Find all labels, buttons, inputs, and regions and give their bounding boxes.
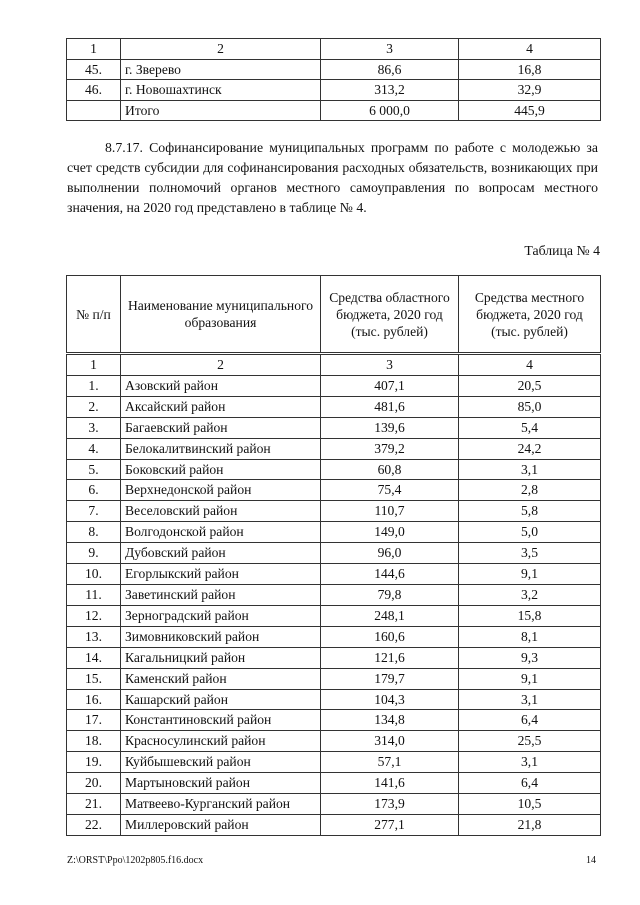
table-cell: 9,3: [459, 647, 601, 668]
table-cell: 6,4: [459, 710, 601, 731]
table-cell: 139,6: [321, 417, 459, 438]
table-cell: 17.: [67, 710, 121, 731]
table-cell: 277,1: [321, 814, 459, 835]
table-row: [67, 689, 601, 710]
table-cell: Миллеровский район: [121, 814, 321, 835]
table-cell: 379,2: [321, 438, 459, 459]
table-cell: 481,6: [321, 396, 459, 417]
table-4: [66, 275, 601, 836]
table-cell: Итого: [121, 100, 321, 121]
table-cell: 10.: [67, 564, 121, 585]
table-cell: 407,1: [321, 375, 459, 396]
table-cell: Заветинский район: [121, 584, 321, 605]
table-cell: Аксайский район: [121, 396, 321, 417]
table-cell: 9,1: [459, 668, 601, 689]
table-cell: 3,1: [459, 689, 601, 710]
table-header-row: [67, 276, 601, 354]
table-cell: 6,4: [459, 773, 601, 794]
table-cell: Зерноградский район: [121, 605, 321, 626]
table-number-row: [67, 354, 601, 376]
table-cell: 22.: [67, 814, 121, 835]
table-cell: 20.: [67, 773, 121, 794]
table-cell: Волгодонской район: [121, 522, 321, 543]
table-cell: 86,6: [321, 59, 459, 80]
table-row: [67, 584, 601, 605]
table-cell: 2: [121, 39, 321, 60]
table-cell: Азовский район: [121, 375, 321, 396]
table-cell: 57,1: [321, 752, 459, 773]
table-row: [67, 814, 601, 835]
table-cell: Егорлыкский район: [121, 564, 321, 585]
table-cell: 96,0: [321, 543, 459, 564]
table-row: [67, 417, 601, 438]
table-cell: 144,6: [321, 564, 459, 585]
table-cell: 45.: [67, 59, 121, 80]
table-cell: 20,5: [459, 375, 601, 396]
table-cell: 16,8: [459, 59, 601, 80]
table-cell: г. Новошахтинск: [121, 80, 321, 101]
table-cell: 5,8: [459, 501, 601, 522]
table-cell: 141,6: [321, 773, 459, 794]
table-cell: 60,8: [321, 459, 459, 480]
table-row: [67, 647, 601, 668]
table-cell: 5,0: [459, 522, 601, 543]
table-cell: 25,5: [459, 731, 601, 752]
table-cell: 313,2: [321, 80, 459, 101]
table-cell: 21,8: [459, 814, 601, 835]
table-cell: 4: [459, 354, 601, 376]
table-cell: 7.: [67, 501, 121, 522]
table-row: [67, 668, 601, 689]
table-cell: 160,6: [321, 626, 459, 647]
header-number: № п/п: [67, 276, 121, 354]
table-number-row: [67, 39, 601, 60]
table-cell: 46.: [67, 80, 121, 101]
table-cell: 1: [67, 39, 121, 60]
table-cell: 10,5: [459, 794, 601, 815]
table-cell: 9,1: [459, 564, 601, 585]
table-row: [67, 564, 601, 585]
table-cell: 445,9: [459, 100, 601, 121]
table-cell: 19.: [67, 752, 121, 773]
table-3-continuation: [66, 38, 601, 121]
table-cell: 2,8: [459, 480, 601, 501]
table-cell: Зимовниковский район: [121, 626, 321, 647]
table-cell: 5.: [67, 459, 121, 480]
table-cell: 13.: [67, 626, 121, 647]
table-cell: 134,8: [321, 710, 459, 731]
table-cell: Мартыновский район: [121, 773, 321, 794]
table-cell: 8,1: [459, 626, 601, 647]
table-row: [67, 773, 601, 794]
table-cell: 121,6: [321, 647, 459, 668]
table-cell: 4: [459, 39, 601, 60]
table-row: [67, 501, 601, 522]
table-cell: 149,0: [321, 522, 459, 543]
table-cell: 21.: [67, 794, 121, 815]
table-cell: 179,7: [321, 668, 459, 689]
table-cell: 248,1: [321, 605, 459, 626]
table-cell: Красносулинский район: [121, 731, 321, 752]
table-cell: 3.: [67, 417, 121, 438]
table-cell: 8.: [67, 522, 121, 543]
table-cell: 9.: [67, 543, 121, 564]
table-cell: 5,4: [459, 417, 601, 438]
table-cell: 85,0: [459, 396, 601, 417]
table-row: [67, 480, 601, 501]
table-cell: [67, 100, 121, 121]
section-paragraph: 8.7.17. Софинансирование муниципальных программ по работе с молодежью за счет средств субсидии для софинансирования расходных обязательств, возникающих при выполнении полномочий органов местного самоуправления по вопросам местного значения, на 2020 год представлено в таблице № 4.: [67, 140, 598, 215]
table-cell: 15.: [67, 668, 121, 689]
table-cell: 1: [67, 354, 121, 376]
table-cell: Константиновский район: [121, 710, 321, 731]
table-cell: 2: [121, 354, 321, 376]
table-row: [67, 710, 601, 731]
table-cell: 11.: [67, 584, 121, 605]
table-cell: 32,9: [459, 80, 601, 101]
table-row: [67, 794, 601, 815]
table-row: [67, 731, 601, 752]
table-row: [67, 100, 601, 121]
table-cell: 104,3: [321, 689, 459, 710]
table-cell: Каменский район: [121, 668, 321, 689]
table-cell: 4.: [67, 438, 121, 459]
table-cell: г. Зверево: [121, 59, 321, 80]
table-cell: 6.: [67, 480, 121, 501]
table-cell: Матвеево-Курганский район: [121, 794, 321, 815]
table-cell: 3: [321, 39, 459, 60]
table-row: [67, 752, 601, 773]
table-cell: 6 000,0: [321, 100, 459, 121]
table-row: [67, 459, 601, 480]
table-row: [67, 543, 601, 564]
table-row: [67, 80, 601, 101]
table-row: [67, 522, 601, 543]
table-row: [67, 396, 601, 417]
table-cell: 173,9: [321, 794, 459, 815]
table-cell: 24,2: [459, 438, 601, 459]
footer-page-number: 14: [586, 855, 596, 866]
table-cell: 18.: [67, 731, 121, 752]
table-cell: 2.: [67, 396, 121, 417]
table-cell: 3,2: [459, 584, 601, 605]
header-regional-budget: Средства областного бюджета, 2020 год (тыс. рублей): [321, 276, 459, 354]
table-cell: Куйбышевский район: [121, 752, 321, 773]
table-row: [67, 375, 601, 396]
footer-file-path: Z:\ORST\Ppo\1202p805.f16.docx: [67, 855, 204, 866]
table-cell: Кагальницкий район: [121, 647, 321, 668]
table-cell: 79,8: [321, 584, 459, 605]
table-cell: Белокалитвинский район: [121, 438, 321, 459]
table-cell: 14.: [67, 647, 121, 668]
header-municipality: Наименование муниципального образования: [121, 276, 321, 354]
table-cell: 1.: [67, 375, 121, 396]
table-cell: 3,1: [459, 752, 601, 773]
table-cell: 3,1: [459, 459, 601, 480]
table-cell: 110,7: [321, 501, 459, 522]
table-cell: 314,0: [321, 731, 459, 752]
table-cell: Веселовский район: [121, 501, 321, 522]
header-local-budget: Средства местного бюджета, 2020 год (тыс. рублей): [459, 276, 601, 354]
table-row: [67, 438, 601, 459]
table-row: [67, 605, 601, 626]
table-cell: Верхнедонской район: [121, 480, 321, 501]
table-cell: 3,5: [459, 543, 601, 564]
table-row: [67, 59, 601, 80]
table-cell: 12.: [67, 605, 121, 626]
table-cell: 15,8: [459, 605, 601, 626]
table-cell: Багаевский район: [121, 417, 321, 438]
table-cell: Дубовский район: [121, 543, 321, 564]
table-cell: 16.: [67, 689, 121, 710]
table-cell: 3: [321, 354, 459, 376]
table-cell: Кашарский район: [121, 689, 321, 710]
table-cell: 75,4: [321, 480, 459, 501]
table-caption: Таблица № 4: [524, 243, 600, 258]
table-cell: Боковский район: [121, 459, 321, 480]
table-row: [67, 626, 601, 647]
